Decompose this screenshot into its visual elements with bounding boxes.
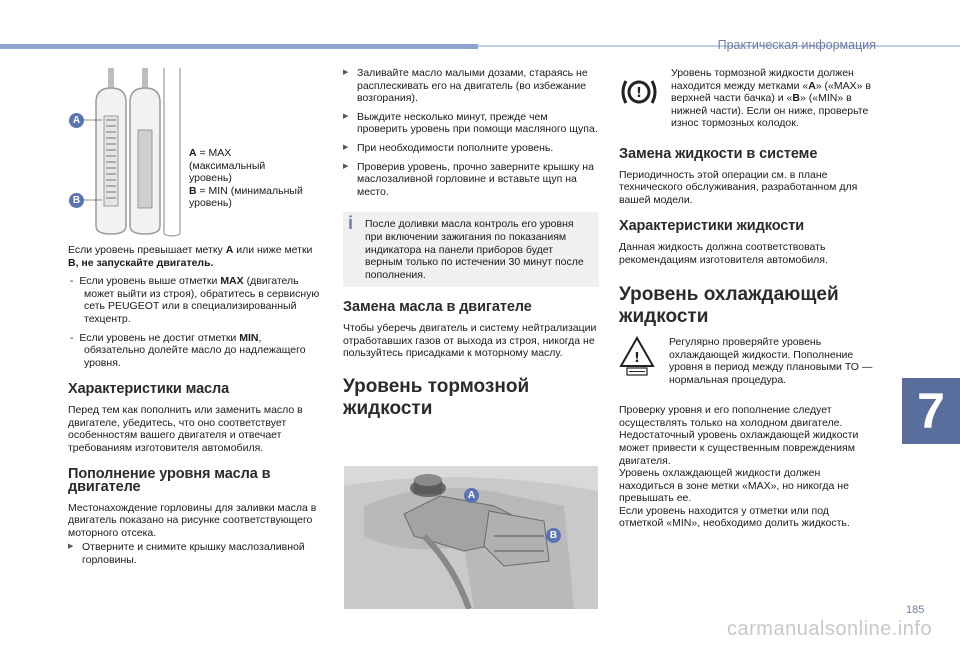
column-2: [343, 67, 599, 428]
text: Регулярно проверяйте уровень охлаждающей жидкости. Пополнение уровня в период между плановыми ТО — нормальная процедура.: [669, 336, 873, 386]
info-box: [343, 212, 599, 287]
svg-text:!: !: [636, 86, 642, 101]
hot-coolant-warning-icon: [619, 336, 655, 376]
watermark: carmanualsonline.info: [727, 618, 933, 640]
legend-a-text: = MAX (максимальный уровень): [189, 147, 266, 185]
text: (двигатель может выйти из строя), обратитесь в сервисную сеть PEUGEOT или в специализированный техцентр.: [84, 275, 320, 325]
key: B: [68, 256, 76, 269]
list-item: - Если уровень выше отметки MAX (двигатель может выйти из строя), обратитесь в сервисную сеть PEUGEOT или в специализированный техцентр.: [70, 275, 320, 325]
paragraph: Перед тем как пополнить или заменить масло в двигателе, убедитесь, что оно соответствует особенностям вашего двигателя и отвечает требованиям изготовителя автомобиля.: [68, 403, 303, 454]
dipstick-illustration: [68, 68, 188, 238]
legend-b-key: B: [189, 184, 197, 197]
heading-fluid-characteristics: Характеристики жидкости: [619, 218, 805, 235]
bullet-item: ▶ Отверните и снимите крышку маслозаливной горловины.: [68, 541, 324, 566]
paragraph: Данная жидкость должна соответствовать рекомендациям изготовителя автомобиля.: [619, 240, 828, 266]
column-3: [619, 67, 875, 530]
bullet-item: ▶ При необходимости пополните уровень.: [343, 142, 599, 155]
legend-a-key: A: [189, 147, 197, 159]
bullet-item: ▶ Выждите несколько минут, прежде чем проверить уровень при помощи масляного щупа.: [343, 111, 599, 136]
paragraph: Проверку уровня и его пополнение следует осуществлять только на холодном двигателе. Недостаточный уровень охлаждающей жидкости может привести к существенным повреждениям двигателя.: [619, 404, 859, 467]
heading-oil-characteristics: Характеристики масла: [68, 381, 230, 398]
info-text: После доливки масла контроль его уровня при включении зажигания по показаниям индикатора на панели приборов будет верным только по истечении 30 минут после пополнения.: [365, 218, 584, 281]
info-icon: i: [348, 213, 354, 234]
brake-warning-icon: [619, 75, 659, 109]
header-bar: [0, 44, 478, 49]
marker-b: B: [69, 193, 84, 208]
marker-b-brake: B: [546, 528, 561, 543]
heading-oil-change: Замена масла в двигателе: [343, 299, 532, 316]
section-title: Практическая информация: [717, 38, 876, 52]
key: B: [792, 92, 800, 105]
text: Уровень тормозной жидкости должен находится между метками «: [671, 67, 854, 92]
text: Если уровень не достиг отметки: [79, 331, 240, 344]
marker-a: A: [69, 113, 84, 128]
list-item: - Если уровень не достиг отметки MIN, обязательно долейте масло до надлежащего уровня.: [70, 331, 306, 369]
paragraph: Чтобы уберечь двигатель и систему нейтрализации отработавших газов от выхода из строя, никогда не пользуйтесь присадками к моторному маслу.: [343, 321, 597, 360]
text: » («MIN» в нижней части). Если он ниже, проверьте износ тормозных колодок.: [671, 92, 869, 130]
brake-icon-row: [619, 67, 875, 130]
key: MAX: [220, 275, 244, 288]
text: , обязательно долейте масло до надлежащего уровня.: [84, 331, 306, 369]
key: A: [225, 244, 234, 256]
warning-paragraph: [68, 244, 324, 269]
key: A: [808, 79, 816, 92]
bullet-item: ▶ Проверив уровень, прочно заверните крышку на маслозаливной горловине и вставьте щуп на место.: [343, 161, 599, 199]
text: или ниже метки: [233, 244, 313, 256]
text: » («MAX» в верхней части бачка) и «: [671, 79, 871, 105]
heading-fluid-replacement: Замена жидкости в системе: [619, 145, 818, 162]
heading-oil-refill: Пополнение уровня масла в двигателе: [68, 466, 271, 495]
column-1: [68, 244, 324, 572]
paragraph: Уровень охлаждающей жидкости должен находиться в зоне метки «MAX», но никогда не превышать ее.: [619, 467, 849, 505]
text: Если уровень выше отметки: [79, 275, 221, 288]
bullet-item: ▶ Заливайте масло малыми дозами, стараясь не расплескивать его на двигатель (во избежание возгорания).: [343, 67, 599, 105]
page-number: 185: [906, 604, 925, 616]
coolant-icon-row: [619, 336, 875, 396]
paragraph: Периодичность этой операции см. в плане технического обслуживания, разработанном для вашей модели.: [619, 168, 858, 206]
heading-coolant: Уровень охлаждающей жидкости: [619, 284, 839, 328]
figure-legend: [189, 147, 309, 210]
legend-b-text: = MIN (минимальный уровень): [189, 184, 303, 210]
paragraph: Если уровень находится у отметки или под отметкой «MIN», необходимо долить жидкость.: [619, 504, 850, 530]
svg-text:!: !: [634, 351, 640, 367]
text-bold: , не запускайте двигатель.: [75, 256, 214, 269]
heading-brake-fluid: Уровень тормозной жидкости: [343, 375, 530, 419]
text: Если уровень превышает метку: [68, 244, 226, 256]
key: MIN: [239, 331, 259, 344]
chapter-tab[interactable]: 7: [902, 378, 960, 444]
paragraph: Местонахождение горловины для заливки масла в двигатель показано на рисунке соответствующего моторного отсека.: [68, 501, 317, 539]
marker-a-brake: A: [464, 488, 479, 503]
